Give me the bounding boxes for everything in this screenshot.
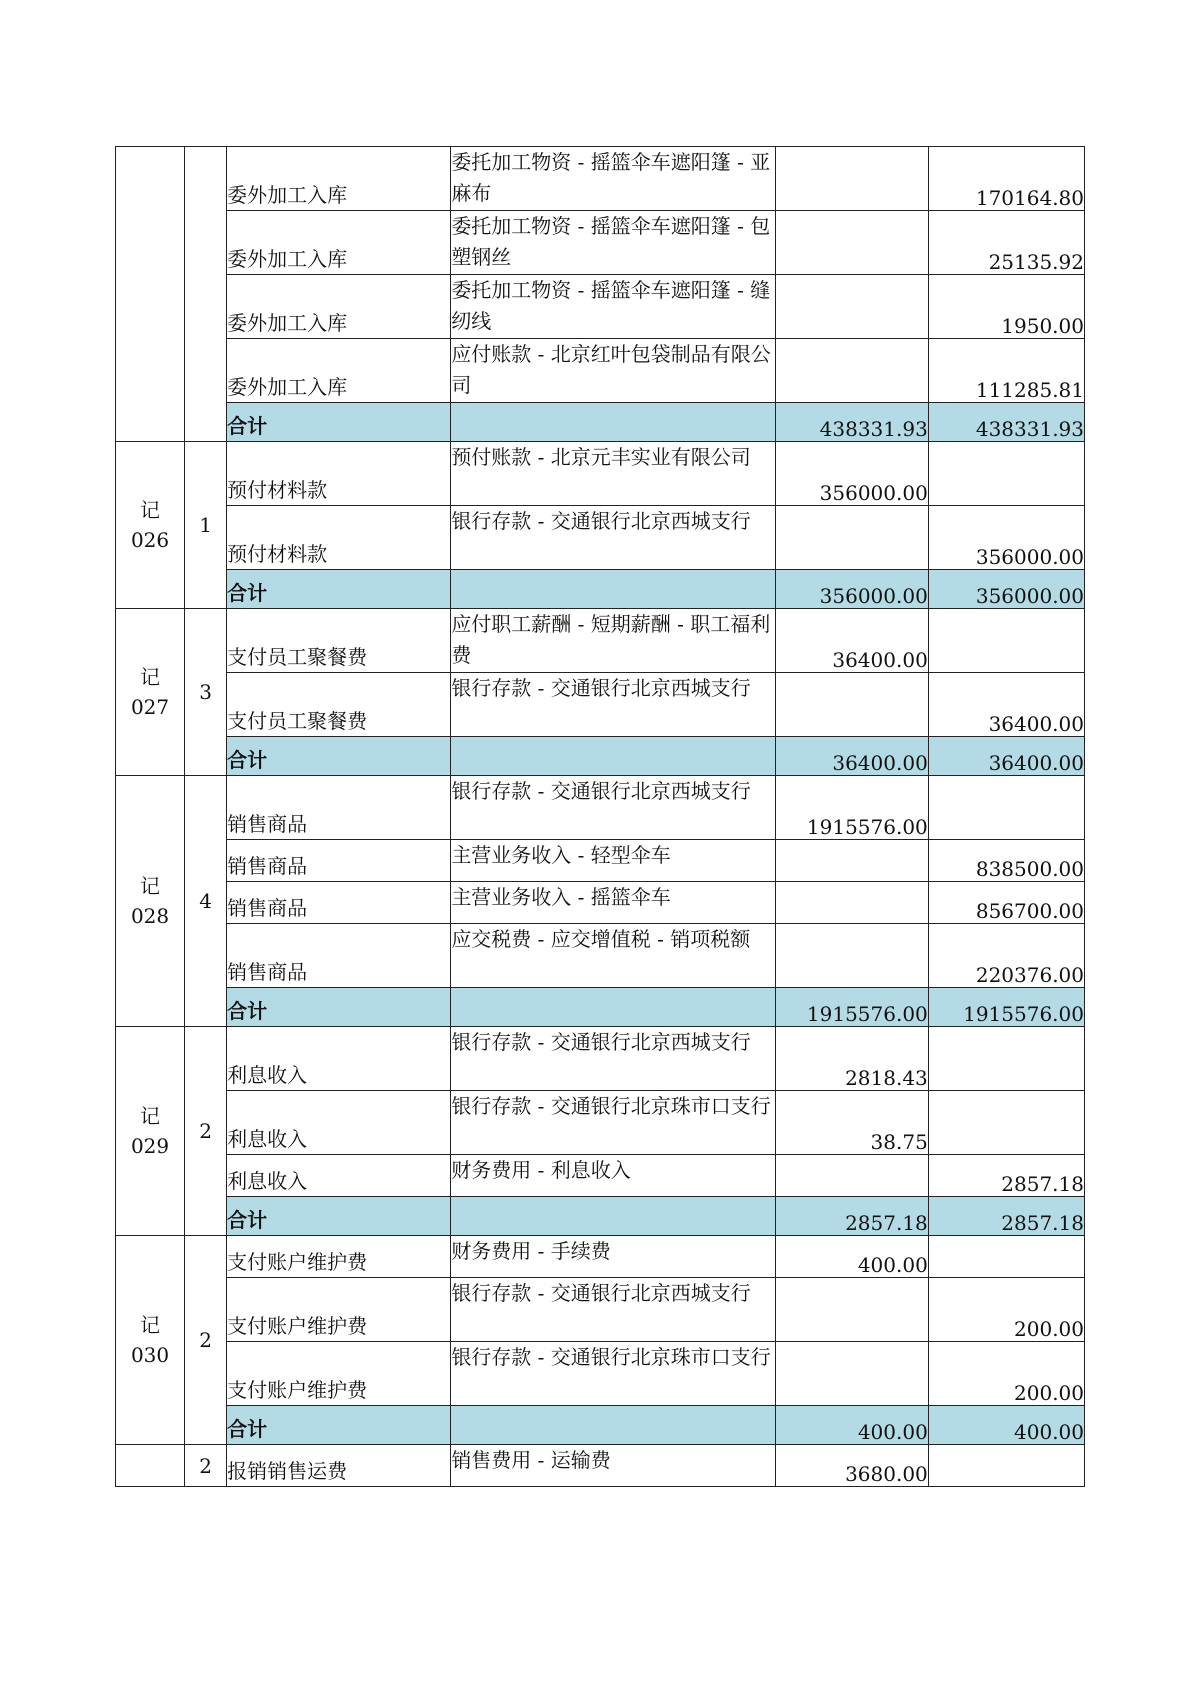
voucher-number-cell: [116, 1236, 185, 1445]
account-cell: 主营业务收入 - 轻型伞车: [451, 840, 775, 882]
entry-row: [116, 673, 1085, 737]
voucher-number-cell: [116, 776, 185, 1027]
credit-cell: 200.00: [928, 1278, 1084, 1342]
voucher-number-cell: [116, 609, 185, 776]
total-debit: 400.00: [775, 1406, 928, 1445]
journal-voucher-table: [115, 146, 1085, 1487]
debit-cell: [775, 1278, 928, 1342]
voucher-number: 026: [130, 528, 170, 552]
total-credit: 400.00: [928, 1406, 1084, 1445]
voucher-number-cell: [116, 147, 185, 442]
total-account-cell: [451, 403, 775, 442]
summary-cell: 支付员工聚餐费: [227, 673, 451, 737]
credit-cell: 36400.00: [928, 673, 1084, 737]
entry-row: [116, 506, 1085, 570]
credit-cell: 200.00: [928, 1342, 1084, 1406]
account-cell: 应付账款 - 北京红叶包袋制品有限公司: [451, 339, 775, 403]
summary-cell: 委外加工入库: [227, 275, 451, 339]
total-debit: 356000.00: [775, 570, 928, 609]
summary-cell: 预付材料款: [227, 506, 451, 570]
debit-cell: 3680.00: [775, 1445, 928, 1487]
voucher-number: 030: [130, 1343, 170, 1367]
total-label: 合计: [227, 988, 451, 1027]
summary-cell: 利息收入: [227, 1091, 451, 1155]
summary-cell: 利息收入: [227, 1155, 451, 1197]
account-cell: 财务费用 - 利息收入: [451, 1155, 775, 1197]
entry-row: [116, 1155, 1085, 1197]
total-row: [116, 1406, 1085, 1445]
summary-cell: 销售商品: [227, 924, 451, 988]
attachments-count: 2: [185, 1236, 227, 1445]
voucher-type: 记: [140, 498, 161, 522]
voucher-number-cell: [116, 1445, 185, 1487]
total-account-cell: [451, 570, 775, 609]
voucher-number: 027: [130, 695, 170, 719]
total-debit: 1915576.00: [775, 988, 928, 1027]
account-cell: 银行存款 - 交通银行北京珠市口支行: [451, 1342, 775, 1406]
account-cell: 主营业务收入 - 摇篮伞车: [451, 882, 775, 924]
credit-cell: [928, 776, 1084, 840]
credit-cell: 2857.18: [928, 1155, 1084, 1197]
account-cell: 银行存款 - 交通银行北京西城支行: [451, 1278, 775, 1342]
debit-cell: 2818.43: [775, 1027, 928, 1091]
attachments-count: 4: [185, 776, 227, 1027]
credit-cell: [928, 1027, 1084, 1091]
total-credit: 1915576.00: [928, 988, 1084, 1027]
total-row: [116, 737, 1085, 776]
total-row: [116, 1197, 1085, 1236]
credit-cell: 856700.00: [928, 882, 1084, 924]
total-label: 合计: [227, 570, 451, 609]
debit-cell: 400.00: [775, 1236, 928, 1278]
total-label: 合计: [227, 403, 451, 442]
summary-cell: 支付员工聚餐费: [227, 609, 451, 673]
summary-cell: 委外加工入库: [227, 147, 451, 211]
credit-cell: 220376.00: [928, 924, 1084, 988]
total-debit: 438331.93: [775, 403, 928, 442]
entry-row: [116, 882, 1085, 924]
voucher-number: 028: [130, 904, 170, 928]
total-label: 合计: [227, 1406, 451, 1445]
summary-cell: 委外加工入库: [227, 339, 451, 403]
voucher-number-cell: [116, 442, 185, 609]
entry-row: [116, 609, 1085, 673]
account-cell: 银行存款 - 交通银行北京珠市口支行: [451, 1091, 775, 1155]
debit-cell: [775, 275, 928, 339]
account-cell: 银行存款 - 交通银行北京西城支行: [451, 506, 775, 570]
entry-row: [116, 1445, 1085, 1487]
debit-cell: [775, 1155, 928, 1197]
total-account-cell: [451, 1406, 775, 1445]
debit-cell: [775, 211, 928, 275]
account-cell: 委托加工物资 - 摇篮伞车遮阳篷 - 包塑钢丝: [451, 211, 775, 275]
total-credit: 438331.93: [928, 403, 1084, 442]
credit-cell: 25135.92: [928, 211, 1084, 275]
entry-row: [116, 442, 1085, 506]
debit-cell: [775, 1342, 928, 1406]
attachments-count: [185, 147, 227, 442]
account-cell: 委托加工物资 - 摇篮伞车遮阳篷 - 亚麻布: [451, 147, 775, 211]
debit-cell: [775, 882, 928, 924]
credit-cell: [928, 609, 1084, 673]
voucher-type: 记: [140, 1104, 161, 1128]
attachments-count: 2: [185, 1027, 227, 1236]
ledger-body: [116, 147, 1085, 1487]
debit-cell: [775, 924, 928, 988]
total-credit: 36400.00: [928, 737, 1084, 776]
account-cell: 应交税费 - 应交增值税 - 销项税额: [451, 924, 775, 988]
debit-cell: 38.75: [775, 1091, 928, 1155]
summary-cell: 委外加工入库: [227, 211, 451, 275]
account-cell: 应付职工薪酬 - 短期薪酬 - 职工福利费: [451, 609, 775, 673]
total-credit: 2857.18: [928, 1197, 1084, 1236]
account-cell: 委托加工物资 - 摇篮伞车遮阳篷 - 缝纫线: [451, 275, 775, 339]
voucher-number: 029: [130, 1134, 170, 1158]
total-row: [116, 570, 1085, 609]
credit-cell: 170164.80: [928, 147, 1084, 211]
total-account-cell: [451, 1197, 775, 1236]
voucher-number-cell: [116, 1027, 185, 1236]
entry-row: [116, 1278, 1085, 1342]
entry-row: [116, 840, 1085, 882]
total-row: [116, 988, 1085, 1027]
entry-row: [116, 924, 1085, 988]
entry-row: [116, 1027, 1085, 1091]
account-cell: 财务费用 - 手续费: [451, 1236, 775, 1278]
total-account-cell: [451, 737, 775, 776]
summary-cell: 销售商品: [227, 840, 451, 882]
attachments-count: 1: [185, 442, 227, 609]
total-label: 合计: [227, 1197, 451, 1236]
debit-cell: [775, 506, 928, 570]
account-cell: 银行存款 - 交通银行北京西城支行: [451, 776, 775, 840]
credit-cell: [928, 442, 1084, 506]
total-debit: 2857.18: [775, 1197, 928, 1236]
account-cell: 销售费用 - 运输费: [451, 1445, 775, 1487]
debit-cell: 1915576.00: [775, 776, 928, 840]
summary-cell: 销售商品: [227, 882, 451, 924]
entry-row: [116, 776, 1085, 840]
entry-row: [116, 1236, 1085, 1278]
debit-cell: [775, 673, 928, 737]
entry-row: [116, 147, 1085, 211]
credit-cell: [928, 1445, 1084, 1487]
entry-row: [116, 275, 1085, 339]
entry-row: [116, 1091, 1085, 1155]
debit-cell: [775, 840, 928, 882]
account-cell: 银行存款 - 交通银行北京西城支行: [451, 673, 775, 737]
summary-cell: 报销销售运费: [227, 1445, 451, 1487]
total-account-cell: [451, 988, 775, 1027]
voucher-type: 记: [140, 874, 161, 898]
credit-cell: 356000.00: [928, 506, 1084, 570]
total-label: 合计: [227, 737, 451, 776]
summary-cell: 利息收入: [227, 1027, 451, 1091]
summary-cell: 支付账户维护费: [227, 1278, 451, 1342]
total-credit: 356000.00: [928, 570, 1084, 609]
entry-row: [116, 339, 1085, 403]
summary-cell: 支付账户维护费: [227, 1236, 451, 1278]
attachments-count: 2: [185, 1445, 227, 1487]
summary-cell: 预付材料款: [227, 442, 451, 506]
total-debit: 36400.00: [775, 737, 928, 776]
credit-cell: [928, 1091, 1084, 1155]
summary-cell: 支付账户维护费: [227, 1342, 451, 1406]
voucher-type: 记: [140, 1313, 161, 1337]
credit-cell: [928, 1236, 1084, 1278]
attachments-count: 3: [185, 609, 227, 776]
credit-cell: 838500.00: [928, 840, 1084, 882]
credit-cell: 111285.81: [928, 339, 1084, 403]
account-cell: 银行存款 - 交通银行北京西城支行: [451, 1027, 775, 1091]
debit-cell: 356000.00: [775, 442, 928, 506]
credit-cell: 1950.00: [928, 275, 1084, 339]
total-row: [116, 403, 1085, 442]
entry-row: [116, 211, 1085, 275]
debit-cell: 36400.00: [775, 609, 928, 673]
debit-cell: [775, 339, 928, 403]
entry-row: [116, 1342, 1085, 1406]
account-cell: 预付账款 - 北京元丰实业有限公司: [451, 442, 775, 506]
voucher-type: 记: [140, 665, 161, 689]
debit-cell: [775, 147, 928, 211]
summary-cell: 销售商品: [227, 776, 451, 840]
